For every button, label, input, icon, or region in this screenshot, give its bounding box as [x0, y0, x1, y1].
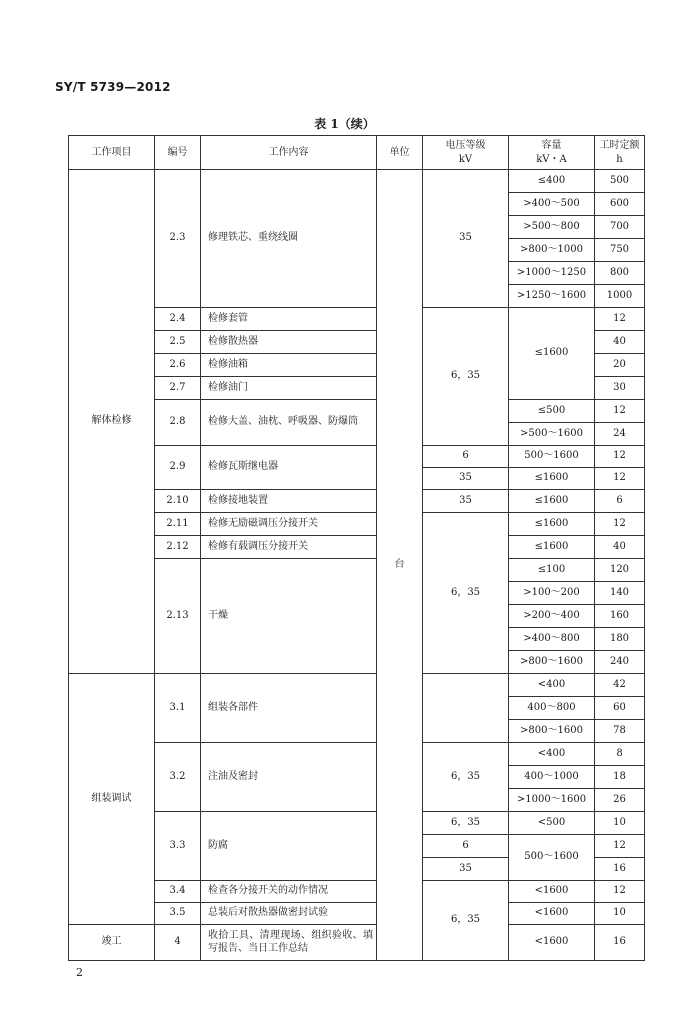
content-cell: 组装各部件 — [201, 674, 377, 743]
hours-cell: 12 — [595, 400, 645, 423]
hours-cell: 78 — [595, 720, 645, 743]
voltage-cell — [423, 674, 509, 743]
hours-cell: 10 — [595, 903, 645, 925]
capacity-cell: ≤1600 — [509, 308, 595, 400]
hours-cell: 120 — [595, 559, 645, 582]
hours-cell: 180 — [595, 628, 645, 651]
capacity-cell: <400 — [509, 743, 595, 766]
hours-cell: 42 — [595, 674, 645, 697]
voltage-cell: 6 — [423, 835, 509, 858]
capacity-cell: ≤1600 — [509, 490, 595, 513]
code-cell: 2.5 — [155, 331, 201, 354]
group-assembly: 组装调试 — [69, 674, 155, 925]
hours-cell: 500 — [595, 170, 645, 193]
capacity-cell: ≤1600 — [509, 513, 595, 536]
group-disassembly: 解体检修 — [69, 170, 155, 674]
content-cell: 检修无励磁调压分接开关 — [201, 513, 377, 536]
code-cell: 3.4 — [155, 881, 201, 903]
hours-cell: 30 — [595, 377, 645, 400]
capacity-cell: ≤1600 — [509, 536, 595, 559]
voltage-cell: 35 — [423, 170, 509, 308]
content-cell: 防腐 — [201, 812, 377, 881]
capacity-cell: >800～1600 — [509, 720, 595, 743]
content-cell: 检修有载调压分接开关 — [201, 536, 377, 559]
hours-cell: 60 — [595, 697, 645, 720]
capacity-cell: >400～500 — [509, 193, 595, 216]
capacity-cell: >800～1000 — [509, 239, 595, 262]
code-cell: 2.6 — [155, 354, 201, 377]
col-hours-header: 工时定额 h — [595, 136, 645, 170]
code-cell: 2.11 — [155, 513, 201, 536]
hours-cell: 700 — [595, 216, 645, 239]
table-row — [69, 308, 645, 331]
voltage-cell: 6，35 — [423, 812, 509, 835]
code-cell: 3.5 — [155, 903, 201, 925]
voltage-cell: 6 — [423, 446, 509, 468]
hours-cell: 240 — [595, 651, 645, 674]
code-cell: 3.1 — [155, 674, 201, 743]
hours-cell: 160 — [595, 605, 645, 628]
capacity-cell: >400～800 — [509, 628, 595, 651]
work-hours-table — [68, 135, 645, 961]
col-capacity-header: 容量 kV・A — [509, 136, 595, 170]
page-number: 2 — [76, 966, 83, 979]
capacity-cell: 500～1600 — [509, 835, 595, 881]
voltage-cell: 6，35 — [423, 743, 509, 812]
capacity-cell: >500～1600 — [509, 423, 595, 446]
hours-cell: 12 — [595, 468, 645, 490]
unit-cell: 台 — [377, 170, 423, 961]
hours-cell: 40 — [595, 536, 645, 559]
header-row — [69, 136, 645, 170]
hours-cell: 6 — [595, 490, 645, 513]
table-row — [69, 490, 645, 513]
hours-cell: 26 — [595, 789, 645, 812]
capacity-cell: <400 — [509, 674, 595, 697]
table-row — [69, 400, 645, 423]
hours-cell: 16 — [595, 858, 645, 881]
col-item-header: 工作项目 — [69, 136, 155, 170]
hours-cell: 20 — [595, 354, 645, 377]
table-row — [69, 903, 645, 925]
capacity-cell: >1250～1600 — [509, 285, 595, 308]
hours-cell: 12 — [595, 881, 645, 903]
capacity-cell: >100～200 — [509, 582, 595, 605]
content-cell: 检查各分接开关的动作情况 — [201, 881, 377, 903]
capacity-cell: 400～800 — [509, 697, 595, 720]
table-row — [69, 674, 645, 697]
code-cell: 3.2 — [155, 743, 201, 812]
capacity-cell: >500～800 — [509, 216, 595, 239]
code-cell: 2.13 — [155, 559, 201, 674]
code-cell: 3.3 — [155, 812, 201, 881]
table-row — [69, 925, 645, 961]
hours-cell: 12 — [595, 308, 645, 331]
content-cell: 收拾工具、清理现场、组织验收、填写报告、当日工作总结 — [201, 925, 377, 961]
content-cell: 检修接地装置 — [201, 490, 377, 513]
code-cell: 2.10 — [155, 490, 201, 513]
table-row — [69, 812, 645, 835]
content-cell: 检修大盖、油枕、呼吸器、防爆筒 — [201, 400, 377, 446]
voltage-cell: 35 — [423, 490, 509, 513]
hours-cell: 12 — [595, 446, 645, 468]
capacity-cell: >200～400 — [509, 605, 595, 628]
table-row — [69, 446, 645, 468]
capacity-cell: ≤400 — [509, 170, 595, 193]
hours-cell: 8 — [595, 743, 645, 766]
capacity-cell: <1600 — [509, 925, 595, 961]
content-cell: 检修油门 — [201, 377, 377, 400]
capacity-cell: 500～1600 — [509, 446, 595, 468]
hours-cell: 40 — [595, 331, 645, 354]
content-cell: 总装后对散热器做密封试验 — [201, 903, 377, 925]
voltage-cell: 6，35 — [423, 513, 509, 674]
hours-cell: 800 — [595, 262, 645, 285]
capacity-cell: ≤100 — [509, 559, 595, 582]
content-cell: 检修瓦斯继电器 — [201, 446, 377, 490]
voltage-cell: 35 — [423, 468, 509, 490]
code-cell: 2.7 — [155, 377, 201, 400]
capacity-cell: ≤1600 — [509, 468, 595, 490]
content-cell: 干燥 — [201, 559, 377, 674]
content-cell: 检修套管 — [201, 308, 377, 331]
voltage-cell: 6，35 — [423, 881, 509, 961]
col-voltage-header: 电压等级 kV — [423, 136, 509, 170]
table-row — [69, 513, 645, 536]
capacity-cell: <500 — [509, 812, 595, 835]
col-content-header: 工作内容 — [201, 136, 377, 170]
capacity-cell: >800～1600 — [509, 651, 595, 674]
table-row — [69, 536, 645, 559]
capacity-cell: <1600 — [509, 903, 595, 925]
col-unit-header: 单位 — [377, 136, 423, 170]
capacity-cell: <1600 — [509, 881, 595, 903]
hours-cell: 10 — [595, 812, 645, 835]
capacity-cell: >1000～1250 — [509, 262, 595, 285]
code-cell: 4 — [155, 925, 201, 961]
content-cell: 检修散热器 — [201, 331, 377, 354]
table-row — [69, 559, 645, 582]
hours-cell: 18 — [595, 766, 645, 789]
code-cell: 2.8 — [155, 400, 201, 446]
hours-cell: 1000 — [595, 285, 645, 308]
code-cell: 2.4 — [155, 308, 201, 331]
code-cell: 2.3 — [155, 170, 201, 308]
hours-cell: 600 — [595, 193, 645, 216]
col-code-header: 编号 — [155, 136, 201, 170]
code-cell: 2.9 — [155, 446, 201, 490]
table-row — [69, 170, 645, 193]
table-row — [69, 881, 645, 903]
hours-cell: 12 — [595, 835, 645, 858]
hours-cell: 16 — [595, 925, 645, 961]
content-cell: 修理铁芯、重绕线圈 — [201, 170, 377, 308]
table-caption: 表 1（续） — [314, 117, 375, 131]
standard-code: SY/T 5739—2012 — [55, 80, 171, 94]
voltage-cell: 35 — [423, 858, 509, 881]
group-completion: 竣工 — [69, 925, 155, 961]
capacity-cell: 400～1000 — [509, 766, 595, 789]
voltage-cell: 6，35 — [423, 308, 509, 446]
content-cell: 检修油箱 — [201, 354, 377, 377]
hours-cell: 24 — [595, 423, 645, 446]
table-row — [69, 743, 645, 766]
code-cell: 2.12 — [155, 536, 201, 559]
capacity-cell: ≤500 — [509, 400, 595, 423]
capacity-cell: >1000～1600 — [509, 789, 595, 812]
content-cell: 注油及密封 — [201, 743, 377, 812]
hours-cell: 750 — [595, 239, 645, 262]
hours-cell: 140 — [595, 582, 645, 605]
hours-cell: 12 — [595, 513, 645, 536]
